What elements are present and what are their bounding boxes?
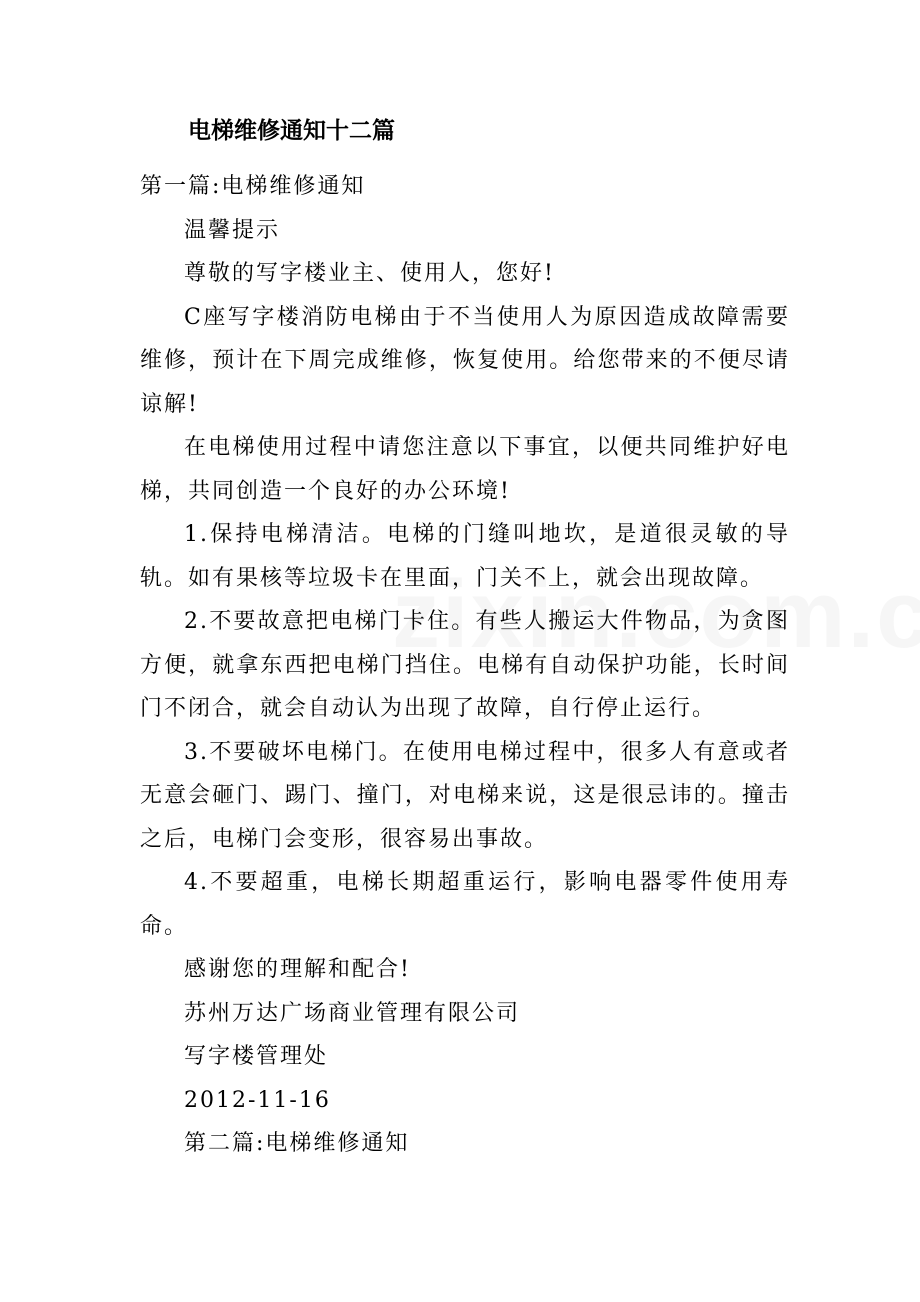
rule-item-1: 1.保持电梯清洁。电梯的门缝叫地坎，是道很灵敏的导轨。如有果核等垃圾卡在里面，门关不上，就会出现故障。	[140, 522, 790, 591]
document-body	[140, 165, 790, 1166]
document-title: 电梯维修通知十二篇	[188, 117, 395, 144]
section-heading-1: 第一篇:电梯维修通知	[140, 174, 366, 199]
department-name: 写字楼管理处	[184, 1044, 329, 1069]
greeting: 尊敬的写字楼业主、使用人，您好!	[184, 261, 555, 286]
notice-heading: 温馨提示	[184, 217, 281, 243]
date-line: 2012-11-16	[184, 1087, 331, 1113]
section-heading-2: 第二篇:电梯维修通知	[184, 1131, 410, 1156]
rule-item-3: 3.不要破坏电梯门。在使用电梯过程中，很多人有意或者无意会砸门、踢门、撞门，对电梯来说，这是很忌讳的。撞击之后，电梯门会变形，很容易出事故。	[140, 739, 790, 852]
paragraph-intro: 在电梯使用过程中请您注意以下事宜，以便共同维护好电梯，共同创造一个良好的办公环境!	[140, 435, 790, 504]
rule-item-2: 2.不要故意把电梯门卡住。有些人搬运大件物品，为贪图方便，就拿东西把电梯门挡住。电梯有自动保护功能，长时间门不闭合，就会自动认为出现了故障，自行停止运行。	[140, 609, 790, 721]
company-name: 苏州万达广场商业管理有限公司	[184, 1000, 521, 1026]
thanks-line: 感谢您的理解和配合!	[184, 957, 411, 982]
rule-item-4: 4.不要超重，电梯长期超重运行，影响电器零件使用寿命。	[140, 870, 790, 939]
paragraph-notice: C座写字楼消防电梯由于不当使用人为原因造成故障需要维修，预计在下周完成维修，恢复使用。给您带来的不便尽请谅解!	[140, 304, 790, 417]
